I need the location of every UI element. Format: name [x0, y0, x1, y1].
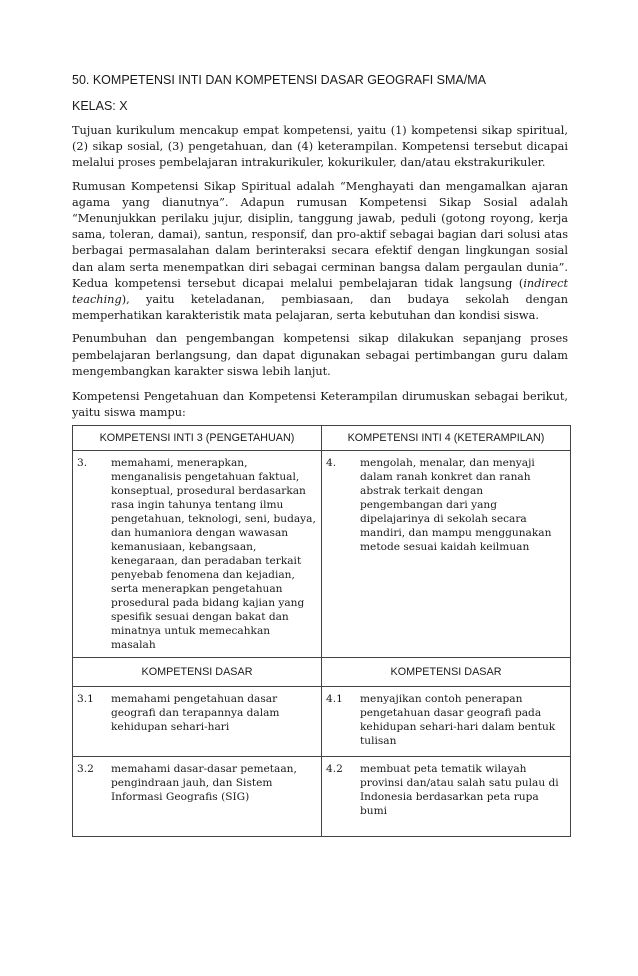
paragraph-knowledge-skills-intro: Kompetensi Pengetahuan dan Kompetensi Keterampilan dirumuskan sebagai berikut, yaitu siswa mampu:	[72, 390, 568, 420]
kd-number: 3.1	[77, 693, 94, 706]
ki4-cell	[322, 451, 571, 658]
paragraph-attitude-competence	[72, 179, 568, 325]
ki4-number: 4.	[326, 457, 337, 470]
kd-right-cell	[322, 757, 571, 837]
kd-number: 4.1	[326, 693, 343, 706]
core-competency-row	[73, 451, 571, 658]
kd-number: 3.2	[77, 763, 94, 776]
kd-header-left: KOMPETENSI DASAR	[73, 658, 322, 687]
table-row	[73, 757, 571, 837]
paragraph-attitude-text-a: Rumusan Kompetensi Sikap Spiritual adalah “Menghayati dan mengamalkan ajaran agama yang dianutnya”. Adapun rumusan Kompetensi Sikap Sosial adalah “Menunjukkan perilaku jujur, disiplin, tanggung jawab, peduli (gotong royong, kerja sama, toleran, damai), santun, responsif, dan pro-aktif sebagai bagian dari solusi atas berbagai permasalahan dalam berinteraksi secara efektif dengan lingkungan sosial dan alam serta menempatkan diri sebagai cerminan bangsa dalam pergaulan dunia”. Kedua kompetensi tersebut dicapai melalui pembelajaran tidak langsung (	[72, 179, 568, 290]
ki3-header: KOMPETENSI INTI 3 (PENGETAHUAN)	[73, 426, 322, 451]
paragraph-attitude-text-b: ), yaitu keteladanan, pembiasaan, dan budaya sekolah dengan memperhatikan karakteristik mata pelajaran, serta kebutuhan dan kondisi siswa.	[72, 293, 568, 323]
kd-text: menyajikan contoh penerapan pengetahuan dasar geografi pada kehidupan sehari-hari dalam bentuk tulisan	[360, 693, 556, 748]
kd-text: memahami pengetahuan dasar geografi dan terapannya dalam kehidupan sehari-hari	[111, 693, 280, 734]
paragraph-attitude-development: Penumbuhan dan pengembangan kompetensi sikap dilakukan sepanjang proses pembelajaran berlangsung, dan dapat digunakan sebagai pertimbangan guru dalam mengembangkan karakter siswa lebih lanjut.	[72, 332, 568, 378]
paragraph-attitude-italic: indirect teaching	[72, 276, 568, 307]
ki4-header: KOMPETENSI INTI 4 (KETERAMPILAN)	[322, 426, 571, 451]
kd-number: 4.2	[326, 763, 343, 776]
ki4-text: mengolah, menalar, dan menyaji dalam ranah konkret dan ranah abstrak terkait dengan pengembangan dari yang dipelajarinya di sekolah secara mandiri, dan mampu menggunakan metode sesuai kaidah keilmuan	[360, 457, 552, 554]
class-label: KELAS: X	[72, 99, 128, 113]
paragraph-objectives: Tujuan kurikulum mencakup empat kompetensi, yaitu (1) kompetensi sikap spiritual, (2) sikap sosial, (3) pengetahuan, dan (4) keterampilan. Kompetensi tersebut dicapai melalui proses pembelajaran intrakurikuler, kokurikuler, dan/atau ekstrakurikuler.	[72, 124, 568, 170]
ki3-number: 3.	[77, 457, 88, 470]
kd-left-cell	[73, 687, 322, 757]
kd-left-cell	[73, 757, 322, 837]
basic-competency-header-row	[73, 658, 571, 687]
core-competency-header-row	[73, 426, 571, 451]
ki3-text: memahami, menerapkan, menganalisis pengetahuan faktual, konseptual, prosedural berdasarkan rasa ingin tahunya tentang ilmu pengetahuan, teknologi, seni, budaya, dan humaniora dengan wawasan kemanusiaan, kebangsaan, kenegaraan, dan peradaban terkait penyebab fenomena dan kejadian, serta menerapkan pengetahuan prosedural pada bidang kajian yang spesifik sesuai dengan bakat dan minatnya untuk memecahkan masalah	[111, 457, 316, 652]
kd-right-cell	[322, 687, 571, 757]
document-title: 50. KOMPETENSI INTI DAN KOMPETENSI DASAR GEOGRAFI SMA/MA	[72, 73, 486, 87]
ki3-cell	[73, 451, 322, 658]
kd-text: membuat peta tematik wilayah provinsi dan/atau salah satu pulau di Indonesia berdasarkan peta rupa bumi	[360, 763, 559, 818]
document-page	[72, 72, 568, 837]
kd-header-right: KOMPETENSI DASAR	[322, 658, 571, 687]
table-row	[73, 687, 571, 757]
kd-text: memahami dasar-dasar pemetaan, pengindraan jauh, dan Sistem Informasi Geografis (SIG)	[111, 763, 297, 804]
competency-table	[72, 425, 571, 837]
